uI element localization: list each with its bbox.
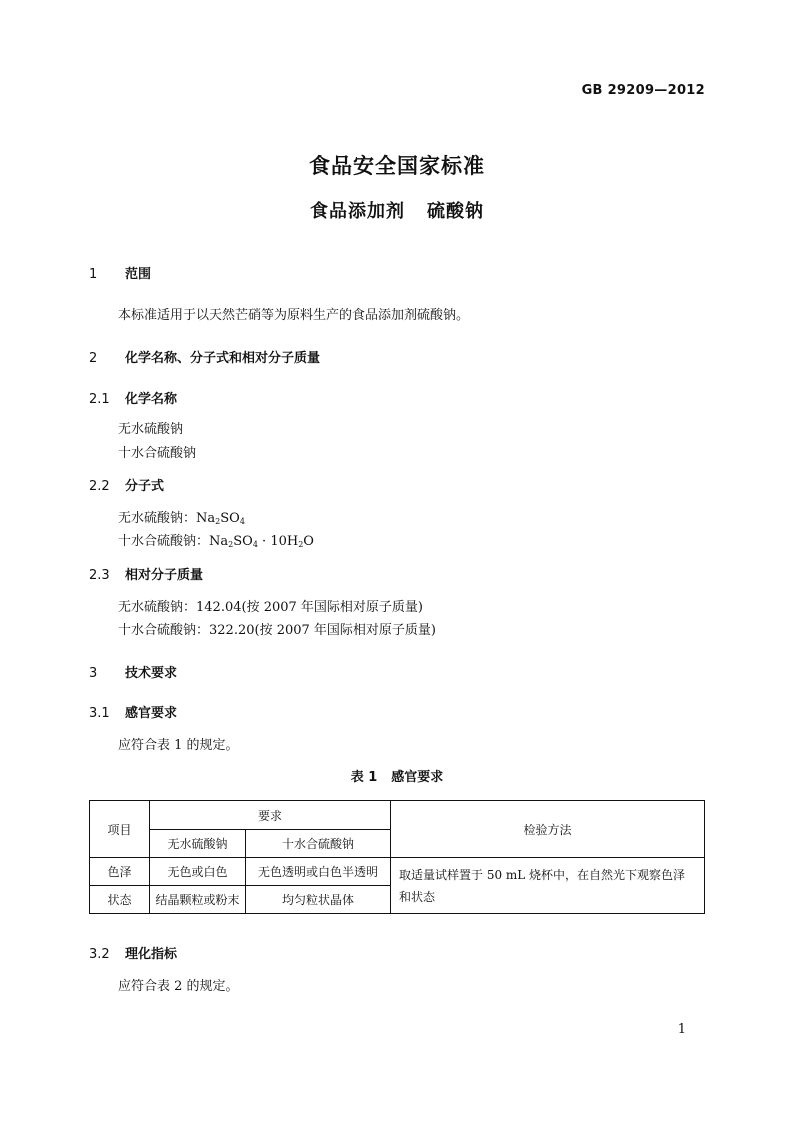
section-title: 相对分子质量	[125, 568, 204, 583]
section-title: 感官要求	[125, 706, 178, 721]
section-3-2-heading	[89, 943, 177, 962]
section-number: 3.2	[89, 947, 110, 962]
table-row	[90, 858, 705, 886]
formula-part: O	[303, 534, 314, 549]
molar-mass-decahydrate: 十水合硫酸钠：322.20(按 2007 年国际相对原子质量)	[118, 623, 436, 638]
section-title: 理化指标	[125, 947, 178, 962]
section-2-1-heading	[89, 388, 177, 407]
header-test-method: 检验方法	[391, 801, 705, 858]
formula-part: Na	[209, 534, 229, 549]
section-title: 分子式	[125, 479, 165, 494]
formula-subscript: 2	[215, 517, 221, 526]
section-3-heading	[89, 662, 177, 681]
section-1-heading	[89, 263, 151, 282]
formula-subscript: 4	[239, 517, 245, 526]
cell-decahydrate: 无色透明或白色半透明	[246, 858, 391, 886]
header-requirements: 要求	[150, 801, 391, 830]
cell-test-method: 取适量试样置于 50 mL 烧杯中，在自然光下观察色泽和状态	[391, 858, 705, 914]
cell-anhydrous: 无色或白色	[150, 858, 246, 886]
page-number: 1	[677, 1022, 686, 1037]
document-title: 食品安全国家标准	[309, 154, 485, 178]
header-decahydrate: 十水合硫酸钠	[246, 830, 391, 858]
cell-item: 状态	[90, 886, 150, 914]
section-number: 3	[89, 666, 98, 681]
molar-mass-anhydrous: 无水硫酸钠：142.04(按 2007 年国际相对原子质量)	[118, 600, 423, 615]
formula-part: Na	[196, 511, 216, 526]
section-2-3-heading	[89, 564, 203, 583]
document-subtitle	[0, 197, 794, 223]
subtitle-part-a: 食品添加剂	[310, 201, 405, 222]
formula-decahydrate	[118, 530, 314, 549]
section-number: 2.2	[89, 479, 110, 494]
table-caption-title: 感官要求	[391, 770, 444, 785]
chemical-name-decahydrate: 十水合硫酸钠	[118, 446, 197, 461]
section-number: 2.3	[89, 568, 110, 583]
section-3-1-text: 应符合表 1 的规定。	[118, 738, 239, 753]
formula-anhydrous	[118, 507, 245, 526]
formula-label: 十水合硫酸钠：	[118, 534, 210, 549]
subtitle-part-b: 硫酸钠	[427, 201, 484, 222]
section-title: 化学名称	[125, 392, 178, 407]
formula-subscript: 4	[252, 540, 258, 549]
header-anhydrous: 无水硫酸钠	[150, 830, 246, 858]
section-number: 2	[89, 351, 98, 366]
section-3-2-text: 应符合表 2 的规定。	[118, 979, 239, 994]
section-title: 范围	[125, 267, 152, 282]
section-number: 3.1	[89, 706, 110, 721]
section-2-2-heading	[89, 475, 164, 494]
header-item: 项目	[90, 801, 150, 858]
table-caption-number: 表 1	[350, 770, 378, 785]
formula-part: SO	[220, 511, 240, 526]
table-1-caption	[0, 766, 794, 785]
section-title: 化学名称、分子式和相对分子质量	[125, 351, 321, 366]
formula-subscript: 2	[228, 540, 234, 549]
section-number: 2.1	[89, 392, 110, 407]
formula-subscript: 2	[298, 540, 304, 549]
formula-part: · 10H	[257, 534, 299, 549]
standard-number: GB 29209—2012	[581, 83, 705, 98]
cell-anhydrous: 结晶颗粒或粉末	[150, 886, 246, 914]
sensory-requirements-table	[89, 800, 705, 914]
section-1-text: 本标准适用于以天然芒硝等为原料生产的食品添加剂硫酸钠。	[118, 308, 470, 323]
formula-label: 无水硫酸钠：	[118, 511, 197, 526]
section-title: 技术要求	[125, 666, 178, 681]
section-2-heading	[89, 347, 320, 366]
chemical-name-anhydrous: 无水硫酸钠	[118, 422, 184, 437]
cell-decahydrate: 均匀粒状晶体	[246, 886, 391, 914]
section-3-1-heading	[89, 702, 177, 721]
formula-part: SO	[233, 534, 253, 549]
section-number: 1	[89, 267, 98, 282]
cell-item: 色泽	[90, 858, 150, 886]
